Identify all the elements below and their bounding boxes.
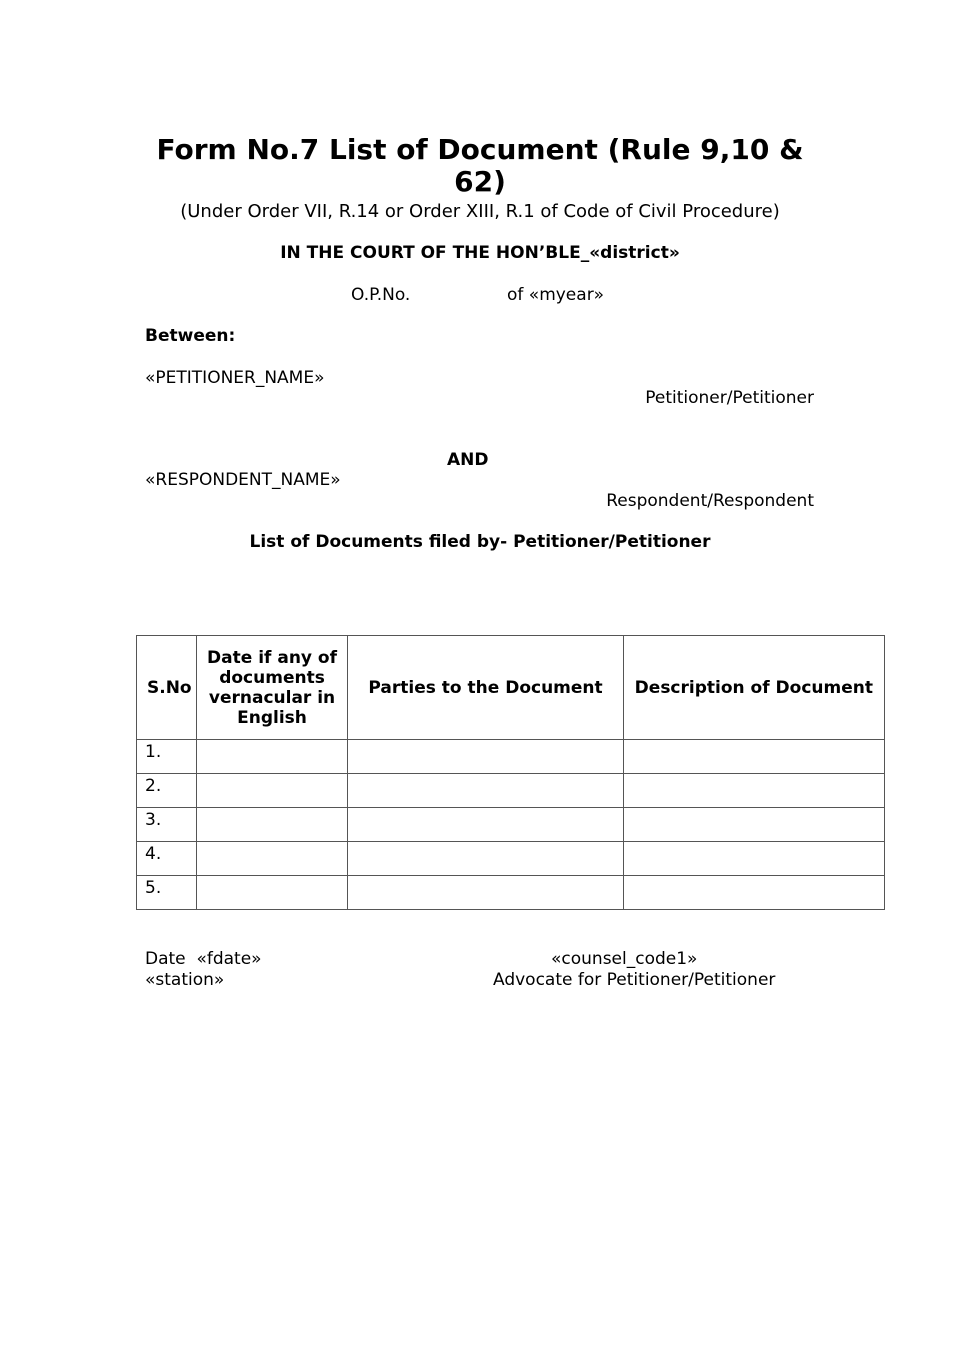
cell-parties [348, 740, 623, 774]
header-parties: Parties to the Document [348, 636, 623, 740]
document-subtitle: (Under Order VII, R.14 or Order XIII, R.1 of Code of Civil Procedure) [180, 201, 780, 222]
list-heading: List of Documents filed by- Petitioner/Petitioner [249, 532, 711, 552]
and-separator: AND [447, 450, 489, 470]
table-row [137, 876, 885, 910]
counsel-code: «counsel_code1» [551, 949, 698, 969]
petitioner-name: «PETITIONER_NAME» [145, 368, 325, 388]
cell-parties [348, 774, 623, 808]
cell-sno: 5. [137, 876, 197, 910]
cell-sno: 2. [137, 774, 197, 808]
cell-parties [348, 842, 623, 876]
petitioner-role: Petitioner/Petitioner [645, 388, 814, 408]
op-year: of «myear» [507, 285, 605, 305]
cell-description [623, 774, 884, 808]
header-date: Date if any of documents vernacular in English [196, 636, 348, 740]
advocate-signature-label: Advocate for Petitioner/Petitioner [493, 970, 776, 990]
cell-description [623, 808, 884, 842]
table-row [137, 808, 885, 842]
cell-description [623, 842, 884, 876]
between-label: Between: [145, 326, 236, 346]
op-number-label: O.P.No. [351, 285, 411, 305]
cell-sno: 4. [137, 842, 197, 876]
document-title: Form No.7 List of Document (Rule 9,10 & 62) [156, 133, 804, 198]
cell-date [196, 842, 348, 876]
table-row [137, 774, 885, 808]
cell-date [196, 808, 348, 842]
cell-description [623, 740, 884, 774]
header-description: Description of Document [623, 636, 884, 740]
table-row [137, 740, 885, 774]
cell-parties [348, 808, 623, 842]
cell-parties [348, 876, 623, 910]
respondent-role: Respondent/Respondent [606, 491, 814, 511]
cell-sno: 1. [137, 740, 197, 774]
table-row [137, 842, 885, 876]
court-heading: IN THE COURT OF THE HON’BLE_«district» [280, 243, 680, 263]
table-header-row [137, 636, 885, 740]
cell-description [623, 876, 884, 910]
cell-sno: 3. [137, 808, 197, 842]
cell-date [196, 876, 348, 910]
date-field: Date «fdate» [145, 949, 262, 969]
documents-table [136, 635, 885, 910]
cell-date [196, 774, 348, 808]
header-sno: S.No [137, 636, 197, 740]
respondent-name: «RESPONDENT_NAME» [145, 470, 341, 490]
cell-date [196, 740, 348, 774]
station-field: «station» [145, 970, 225, 990]
